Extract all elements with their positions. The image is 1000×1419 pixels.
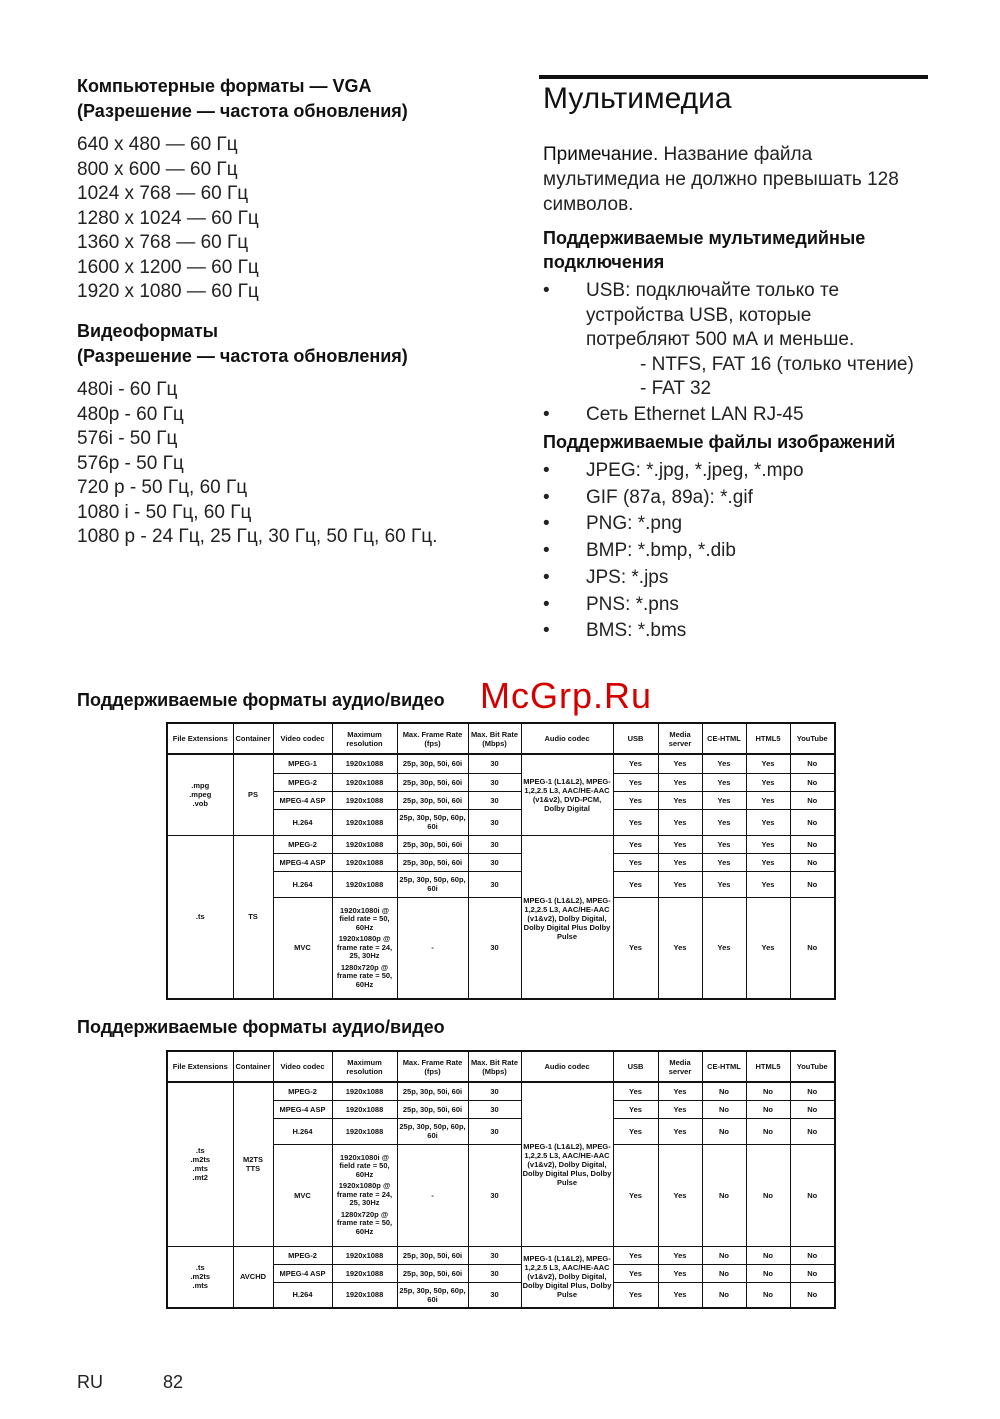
ce-html-support-cell: No xyxy=(702,1246,746,1264)
media-server-support-cell: Yes xyxy=(658,1144,702,1246)
video-item: 1080 p - 24 Гц, 25 Гц, 30 Гц, 50 Гц, 60 Гц. xyxy=(77,526,438,547)
youtube-support-cell: No xyxy=(790,809,835,835)
image-format-text: JPEG: *.jpg, *.jpeg, *.mpo xyxy=(586,460,804,481)
ce-html-support-cell: Yes xyxy=(702,809,746,835)
usb-line: потребляют 500 мА и меньше. xyxy=(586,329,855,350)
youtube-support-cell: No xyxy=(790,773,835,791)
av-table-2-title: Поддерживаемые форматы аудио/видео xyxy=(77,1017,445,1037)
max-resolution-cell xyxy=(332,1144,397,1246)
media-server-support-cell: Yes xyxy=(658,1246,702,1264)
ce-html-support-cell: No xyxy=(702,1100,746,1118)
html5-support-cell: Yes xyxy=(746,897,790,999)
ce-html-support-cell: Yes xyxy=(702,835,746,853)
max-resolution-cell: 1920x1088 xyxy=(332,754,397,773)
column-header: Media server xyxy=(658,1051,702,1082)
video-heading-2: (Разрешение — частота обновления) xyxy=(77,346,408,366)
max-resolution-cell: 1920x1088 xyxy=(332,773,397,791)
html5-support-cell: Yes xyxy=(746,853,790,871)
html5-support-cell: Yes xyxy=(746,809,790,835)
column-header: Audio codec xyxy=(521,723,613,754)
table-row xyxy=(167,1246,835,1264)
frame-rate-cell: 25p, 30p, 50i, 60i xyxy=(397,1100,468,1118)
fs-item: - FAT 32 xyxy=(640,378,712,399)
media-server-support-cell: Yes xyxy=(658,835,702,853)
bullet-icon: • xyxy=(543,566,550,588)
html5-support-cell: No xyxy=(746,1082,790,1100)
column-header: CE-HTML xyxy=(702,1051,746,1082)
bullet-icon: • xyxy=(543,513,550,535)
usb-support-cell: Yes xyxy=(613,1144,658,1246)
audio-codec-cell: MPEG-1 (L1&L2), MPEG-1,2,2.5 L3, AAC/HE-AAC (v1&v2), Dolby Digital, Dolby Digital Plus, Dolby Pulse xyxy=(521,1082,613,1246)
audio-codec-cell: MPEG-1 (L1&L2), MPEG-1,2,2.5 L3, AAC/HE-AAC (v1&v2), Dolby Digital, Dolby Digital Plus Dolby Pulse xyxy=(521,835,613,999)
vga-item: 640 x 480 — 60 Гц xyxy=(77,134,238,155)
max-resolution-cell: 1920x1088 xyxy=(332,853,397,871)
video-codec-cell: MVC xyxy=(273,897,332,999)
bit-rate-cell: 30 xyxy=(468,754,521,773)
max-resolution-cell: 1920x1088 xyxy=(332,835,397,853)
table-header-row xyxy=(167,1051,835,1082)
section-rule xyxy=(539,75,928,79)
column-header: Max. Bit Rate (Mbps) xyxy=(468,723,521,754)
av-format-table xyxy=(166,722,836,1000)
frame-rate-cell: 25p, 30p, 50i, 60i xyxy=(397,773,468,791)
column-header: YouTube xyxy=(790,723,835,754)
frame-rate-cell: 25p, 30p, 50i, 60i xyxy=(397,791,468,809)
table-row xyxy=(167,1082,835,1100)
usb-line: устройства USB, которые xyxy=(586,304,812,326)
column-header: CE-HTML xyxy=(702,723,746,754)
usb-support-cell: Yes xyxy=(613,809,658,835)
av-format-table xyxy=(166,1050,836,1309)
connections-heading: Поддерживаемые мультимедийные подключения xyxy=(543,228,866,272)
media-server-support-cell: Yes xyxy=(658,754,702,773)
frame-rate-cell: 25p, 30p, 50i, 60i xyxy=(397,1264,468,1282)
usb-support-cell: Yes xyxy=(613,1264,658,1282)
bullet-icon: • xyxy=(543,540,550,562)
vga-item: 1024 x 768 — 60 Гц xyxy=(77,183,249,204)
resolution-line: 1920x1080i @ field rate = 50, 60Hz xyxy=(339,905,390,932)
column-header: Maximum resolution xyxy=(332,1051,397,1082)
bit-rate-cell: 30 xyxy=(468,871,521,897)
usb-support-cell: Yes xyxy=(613,1246,658,1264)
usb-support-cell: Yes xyxy=(613,897,658,999)
usb-support-cell: Yes xyxy=(613,871,658,897)
youtube-support-cell: No xyxy=(790,1082,835,1100)
frame-rate-cell: 25p, 30p, 50i, 60i xyxy=(397,754,468,773)
vga-item: 1920 x 1080 — 60 Гц xyxy=(77,281,259,302)
video-codec-cell: H.264 xyxy=(273,1282,332,1308)
usb-support-cell: Yes xyxy=(613,791,658,809)
media-server-support-cell: Yes xyxy=(658,1100,702,1118)
video-codec-cell: MPEG-2 xyxy=(273,835,332,853)
vga-item: 1280 x 1024 — 60 Гц xyxy=(77,207,259,229)
bit-rate-cell: 30 xyxy=(468,1100,521,1118)
youtube-support-cell: No xyxy=(790,1100,835,1118)
media-server-support-cell: Yes xyxy=(658,1082,702,1100)
table-row xyxy=(167,835,835,853)
footer-language: RU xyxy=(77,1372,103,1392)
ce-html-support-cell: No xyxy=(702,1082,746,1100)
video-codec-cell: MPEG-1 xyxy=(273,754,332,773)
column-header: USB xyxy=(613,723,658,754)
frame-rate-cell: 25p, 30p, 50p, 60p, 60i xyxy=(397,809,468,835)
column-header: USB xyxy=(613,1051,658,1082)
note-text: Название файла мультимедиа не должно превышать 128 символов. xyxy=(543,144,899,215)
frame-rate-cell: 25p, 30p, 50p, 60p, 60i xyxy=(397,1118,468,1144)
bit-rate-cell: 30 xyxy=(468,809,521,835)
image-format-text: JPS: *.jps xyxy=(586,566,669,588)
video-codec-cell: MPEG-2 xyxy=(273,1082,332,1100)
ce-html-support-cell: No xyxy=(702,1118,746,1144)
max-resolution-cell: 1920x1088 xyxy=(332,791,397,809)
bit-rate-cell: 30 xyxy=(468,1144,521,1246)
resolution-line: 1280x720p @ frame rate = 50, 60Hz xyxy=(336,1209,393,1236)
usb-support-cell: Yes xyxy=(613,853,658,871)
bit-rate-cell: 30 xyxy=(468,835,521,853)
max-resolution-cell: 1920x1088 xyxy=(332,871,397,897)
column-header: Max. Bit Rate (Mbps) xyxy=(468,1051,521,1082)
usb-support-cell: Yes xyxy=(613,1118,658,1144)
video-codec-cell: MPEG-2 xyxy=(273,1246,332,1264)
max-resolution-cell: 1920x1088 xyxy=(332,1082,397,1100)
media-server-support-cell: Yes xyxy=(658,1264,702,1282)
frame-rate-cell: 25p, 30p, 50p, 60p, 60i xyxy=(397,871,468,897)
max-resolution-cell: 1920x1088 xyxy=(332,1246,397,1264)
bullet-icon: • xyxy=(543,280,550,301)
vga-heading-2: (Разрешение — частота обновления) xyxy=(77,101,408,121)
file-extensions-cell: .ts xyxy=(167,835,233,999)
video-item: 576i - 50 Гц xyxy=(77,428,178,449)
html5-support-cell: Yes xyxy=(746,791,790,809)
vga-heading-1: Компьютерные форматы — VGA xyxy=(77,76,372,96)
html5-support-cell: Yes xyxy=(746,773,790,791)
usb-support-cell: Yes xyxy=(613,773,658,791)
bit-rate-cell: 30 xyxy=(468,1118,521,1144)
bullet-icon: • xyxy=(543,460,550,481)
video-codec-cell: MPEG-4 ASP xyxy=(273,1100,332,1118)
media-server-support-cell: Yes xyxy=(658,1118,702,1144)
section-title: Мультимедиа xyxy=(543,82,732,115)
container-cell: TS xyxy=(233,835,273,999)
bullet-icon: • xyxy=(543,404,550,425)
vga-item: 1360 x 768 — 60 Гц xyxy=(77,232,249,253)
ce-html-support-cell: No xyxy=(702,1282,746,1308)
video-heading-1: Видеоформаты xyxy=(77,321,219,341)
frame-rate-cell: 25p, 30p, 50i, 60i xyxy=(397,853,468,871)
ce-html-support-cell: No xyxy=(702,1144,746,1246)
bit-rate-cell: 30 xyxy=(468,897,521,999)
usb-line: USB: подключайте только те xyxy=(586,280,840,301)
video-codec-cell: H.264 xyxy=(273,1118,332,1144)
bullet-icon: • xyxy=(543,593,550,615)
video-codec-cell: MVC xyxy=(273,1144,332,1246)
youtube-support-cell: No xyxy=(790,754,835,773)
footer-page-number: 82 xyxy=(163,1372,184,1392)
resolution-line: 1920x1080p @ frame rate = 24, 25, 30Hz xyxy=(336,1181,393,1208)
html5-support-cell: No xyxy=(746,1282,790,1308)
file-extensions-cell: .ts .m2ts .mts xyxy=(167,1246,233,1308)
table-row xyxy=(167,754,835,773)
frame-rate-cell: 25p, 30p, 50p, 60p, 60i xyxy=(397,1282,468,1308)
audio-codec-cell: MPEG-1 (L1&L2), MPEG-1,2,2.5 L3, AAC/HE-AAC (v1&v2), DVD-PCM, Dolby Digital xyxy=(521,754,613,835)
max-resolution-cell: 1920x1088 xyxy=(332,1282,397,1308)
video-codec-cell: H.264 xyxy=(273,809,332,835)
usb-support-cell: Yes xyxy=(613,1082,658,1100)
video-item: 480p - 60 Гц xyxy=(77,403,184,425)
vga-item: 1600 x 1200 — 60 Гц xyxy=(77,256,259,278)
bullet-icon: • xyxy=(543,486,550,508)
max-resolution-cell: 1920x1088 xyxy=(332,809,397,835)
container-cell: AVCHD xyxy=(233,1246,273,1308)
container-cell: PS xyxy=(233,754,273,835)
youtube-support-cell: No xyxy=(790,853,835,871)
youtube-support-cell: No xyxy=(790,791,835,809)
av-table-1-title: Поддерживаемые форматы аудио/видео xyxy=(77,690,445,710)
ce-html-support-cell: Yes xyxy=(702,897,746,999)
html5-support-cell: No xyxy=(746,1264,790,1282)
images-heading: Поддерживаемые файлы изображений xyxy=(543,432,896,452)
ce-html-support-cell: Yes xyxy=(702,871,746,897)
usb-support-cell: Yes xyxy=(613,835,658,853)
usb-support-cell: Yes xyxy=(613,1282,658,1308)
container-cell: M2TS TTS xyxy=(233,1082,273,1246)
html5-support-cell: No xyxy=(746,1144,790,1246)
resolution-line: 1920x1080i @ field rate = 50, 60Hz xyxy=(339,1152,390,1179)
video-codec-cell: MPEG-4 ASP xyxy=(273,791,332,809)
resolution-line: 1920x1080p @ frame rate = 24, 25, 30Hz xyxy=(336,934,393,960)
frame-rate-cell: - xyxy=(397,1144,468,1246)
frame-rate-cell: 25p, 30p, 50i, 60i xyxy=(397,835,468,853)
column-header: HTML5 xyxy=(746,723,790,754)
max-resolution-cell xyxy=(332,897,397,999)
column-header: Audio codec xyxy=(521,1051,613,1082)
image-format-text: PNG: *.png xyxy=(586,513,683,535)
watermark: McGrp.Ru xyxy=(480,675,653,716)
youtube-support-cell: No xyxy=(790,871,835,897)
file-extensions-cell: .mpg .mpeg .vob xyxy=(167,754,233,835)
column-header: File Extensions xyxy=(167,1051,233,1082)
media-server-support-cell: Yes xyxy=(658,773,702,791)
video-item: 576p - 50 Гц xyxy=(77,452,184,474)
ce-html-support-cell: Yes xyxy=(702,853,746,871)
video-codec-cell: MPEG-4 ASP xyxy=(273,1264,332,1282)
video-item: 720 p - 50 Гц, 60 Гц xyxy=(77,477,248,498)
bit-rate-cell: 30 xyxy=(468,1264,521,1282)
file-extensions-cell: .ts .m2ts .mts .mt2 xyxy=(167,1082,233,1246)
image-format-text: PNS: *.pns xyxy=(586,593,679,615)
ethernet-text: Сеть Ethernet LAN RJ-45 xyxy=(586,404,804,425)
table-header-row xyxy=(167,723,835,754)
media-server-support-cell: Yes xyxy=(658,1282,702,1308)
media-server-support-cell: Yes xyxy=(658,897,702,999)
bit-rate-cell: 30 xyxy=(468,1082,521,1100)
column-header: Max. Frame Rate (fps) xyxy=(397,1051,468,1082)
video-codec-cell: MPEG-2 xyxy=(273,773,332,791)
column-header: File Extensions xyxy=(167,723,233,754)
video-item: 480i - 60 Гц xyxy=(77,379,178,400)
media-server-support-cell: Yes xyxy=(658,791,702,809)
note-label: Примечание. xyxy=(543,144,659,165)
frame-rate-cell: - xyxy=(397,897,468,999)
youtube-support-cell: No xyxy=(790,1118,835,1144)
media-server-support-cell: Yes xyxy=(658,871,702,897)
bullet-icon: • xyxy=(543,620,550,642)
youtube-support-cell: No xyxy=(790,1144,835,1246)
bit-rate-cell: 30 xyxy=(468,853,521,871)
youtube-support-cell: No xyxy=(790,1264,835,1282)
html5-support-cell: Yes xyxy=(746,835,790,853)
html5-support-cell: No xyxy=(746,1246,790,1264)
column-header: Container xyxy=(233,1051,273,1082)
vga-list xyxy=(77,133,259,305)
resolution-line: 1280x720p @ frame rate = 50, 60Hz xyxy=(336,962,393,989)
max-resolution-cell: 1920x1088 xyxy=(332,1118,397,1144)
column-header: Video codec xyxy=(273,1051,332,1082)
ce-html-support-cell: Yes xyxy=(702,754,746,773)
column-header: Media server xyxy=(658,723,702,754)
usb-support-cell: Yes xyxy=(613,1100,658,1118)
usb-support-cell: Yes xyxy=(613,754,658,773)
video-codec-cell: MPEG-4 ASP xyxy=(273,853,332,871)
html5-support-cell: No xyxy=(746,1100,790,1118)
html5-support-cell: Yes xyxy=(746,871,790,897)
note xyxy=(543,142,933,217)
image-format-text: BMS: *.bms xyxy=(586,620,687,642)
video-list xyxy=(77,378,437,550)
audio-codec-cell: MPEG-1 (L1&L2), MPEG-1,2,2.5 L3, AAC/HE-AAC (v1&v2), Dolby Digital, Dolby Digital Plus, Dolby Pulse xyxy=(521,1246,613,1308)
media-server-support-cell: Yes xyxy=(658,809,702,835)
bit-rate-cell: 30 xyxy=(468,1246,521,1264)
image-format-text: GIF (87a, 89a): *.gif xyxy=(586,486,753,508)
column-header: Max. Frame Rate (fps) xyxy=(397,723,468,754)
media-server-support-cell: Yes xyxy=(658,853,702,871)
youtube-support-cell: No xyxy=(790,1246,835,1264)
youtube-support-cell: No xyxy=(790,897,835,999)
column-header: HTML5 xyxy=(746,1051,790,1082)
frame-rate-cell: 25p, 30p, 50i, 60i xyxy=(397,1246,468,1264)
ce-html-support-cell: Yes xyxy=(702,773,746,791)
bit-rate-cell: 30 xyxy=(468,1282,521,1308)
youtube-support-cell: No xyxy=(790,1282,835,1308)
ce-html-support-cell: No xyxy=(702,1264,746,1282)
ce-html-support-cell: Yes xyxy=(702,791,746,809)
bit-rate-cell: 30 xyxy=(468,791,521,809)
vga-item: 800 x 600 — 60 Гц xyxy=(77,158,238,180)
youtube-support-cell: No xyxy=(790,835,835,853)
video-item: 1080 i - 50 Гц, 60 Гц xyxy=(77,501,252,523)
column-header: Maximum resolution xyxy=(332,723,397,754)
column-header: YouTube xyxy=(790,1051,835,1082)
max-resolution-cell: 1920x1088 xyxy=(332,1100,397,1118)
html5-support-cell: Yes xyxy=(746,754,790,773)
bit-rate-cell: 30 xyxy=(468,773,521,791)
html5-support-cell: No xyxy=(746,1118,790,1144)
video-codec-cell: H.264 xyxy=(273,871,332,897)
fs-item: - NTFS, FAT 16 (только чтение) xyxy=(640,353,914,375)
column-header: Video codec xyxy=(273,723,332,754)
max-resolution-cell: 1920x1088 xyxy=(332,1264,397,1282)
image-format-text: BMP: *.bmp, *.dib xyxy=(586,540,736,562)
frame-rate-cell: 25p, 30p, 50i, 60i xyxy=(397,1082,468,1100)
column-header: Container xyxy=(233,723,273,754)
